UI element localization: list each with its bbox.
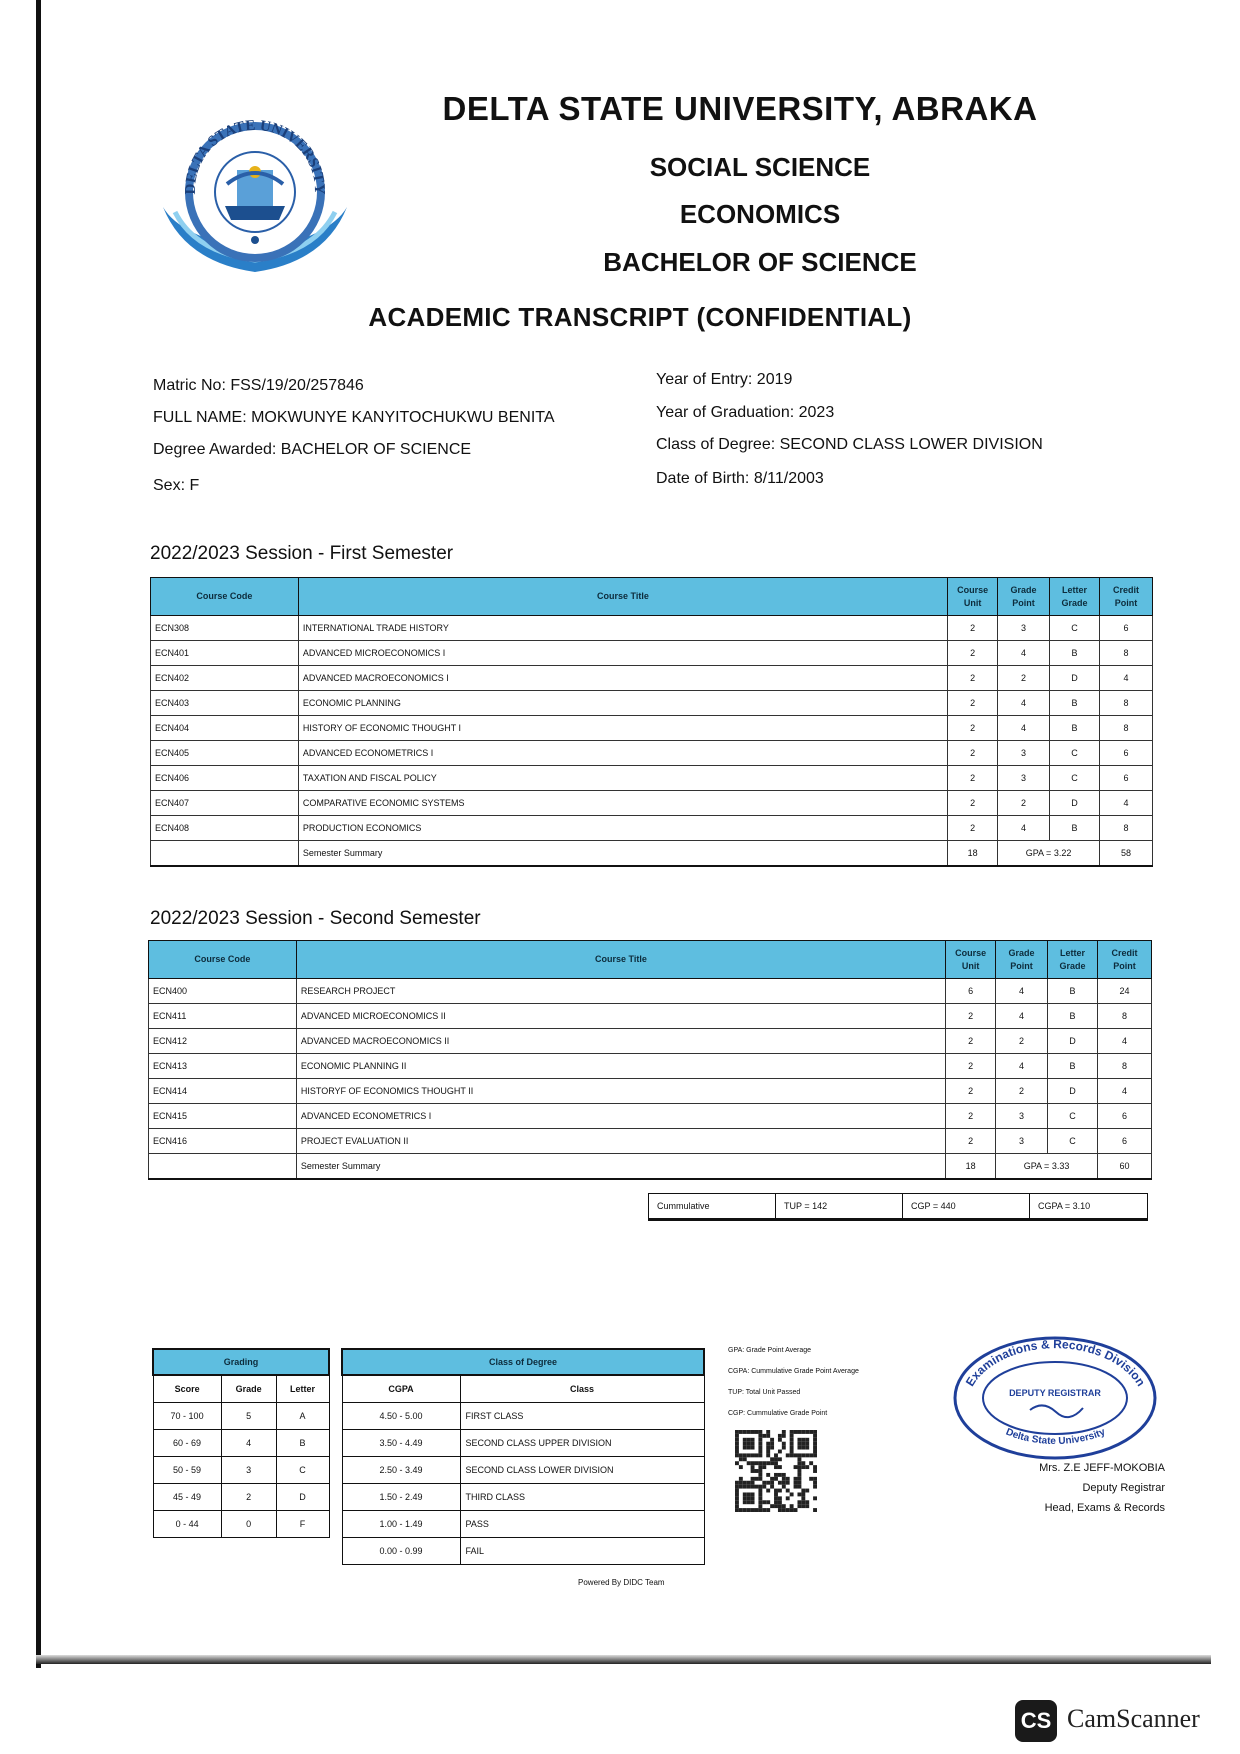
- course-unit: 2: [946, 1004, 996, 1029]
- scan-left-edge: [36, 0, 41, 1668]
- class-degree-cell: FIRST CLASS: [460, 1403, 704, 1430]
- matric-number: Matric No: FSS/19/20/257846: [153, 377, 364, 394]
- letter-grade: D: [1050, 791, 1100, 816]
- col-course-title: Course Title: [298, 578, 947, 616]
- course-title: TAXATION AND FISCAL POLICY: [298, 766, 947, 791]
- grade-point: 2: [996, 1079, 1048, 1104]
- class-degree-cell: 4.50 - 5.00: [342, 1403, 460, 1430]
- legend-item: CGPA: Cummulative Grade Point Average: [728, 1368, 859, 1375]
- letter-grade: D: [1050, 666, 1100, 691]
- credit-point: 6: [1100, 766, 1153, 791]
- letter-grade: B: [1048, 1054, 1098, 1079]
- class-degree-cell: SECOND CLASS UPPER DIVISION: [460, 1430, 704, 1457]
- grading-cell: 45 - 49: [153, 1484, 221, 1511]
- grading-cell: C: [276, 1457, 329, 1484]
- credit-point: 6: [1100, 616, 1153, 641]
- letter-grade: B: [1048, 1004, 1098, 1029]
- summary-gpa: GPA = 3.33: [996, 1154, 1098, 1180]
- credit-point: 8: [1098, 1054, 1152, 1079]
- class-degree-cell: 1.00 - 1.49: [342, 1511, 460, 1538]
- legend-item: TUP: Total Unit Passed: [728, 1389, 801, 1396]
- class-degree-cell: PASS: [460, 1511, 704, 1538]
- class-of-degree: Class of Degree: SECOND CLASS LOWER DIVISION: [656, 436, 1043, 453]
- summary-credit: 58: [1100, 841, 1153, 867]
- course-row: [149, 1054, 1152, 1079]
- grade-point: 4: [998, 691, 1050, 716]
- course-row: [151, 791, 1153, 816]
- class-degree-cell: 3.50 - 4.49: [342, 1430, 460, 1457]
- letter-grade: D: [1048, 1079, 1098, 1104]
- grading-cell: 4: [221, 1430, 276, 1457]
- letter-grade: C: [1050, 766, 1100, 791]
- svg-text:Delta State University: Delta State University: [1004, 1426, 1107, 1448]
- second-semester-table: [148, 940, 1152, 1180]
- legend-item: GPA: Grade Point Average: [728, 1347, 812, 1354]
- course-title: HISTORY OF ECONOMIC THOUGHT I: [298, 716, 947, 741]
- legend-item: CGP: Cummulative Grade Point: [728, 1410, 828, 1417]
- course-code: ECN407: [151, 791, 299, 816]
- credit-point: 6: [1100, 741, 1153, 766]
- letter-grade: B: [1050, 641, 1100, 666]
- class-degree-caption: Class of Degree: [342, 1349, 704, 1375]
- grading-cell: 5: [221, 1403, 276, 1430]
- grading-cell: D: [276, 1484, 329, 1511]
- course-code: ECN414: [149, 1079, 297, 1104]
- class-degree-cell: SECOND CLASS LOWER DIVISION: [460, 1457, 704, 1484]
- grading-row: [153, 1511, 329, 1538]
- course-unit: 2: [948, 791, 998, 816]
- col-credit-point: Credit Point: [1098, 941, 1152, 979]
- course-title: ADVANCED MACROECONOMICS II: [296, 1029, 945, 1054]
- course-row: [149, 1004, 1152, 1029]
- grade-point: 4: [998, 641, 1050, 666]
- course-row: [149, 1079, 1152, 1104]
- course-unit: 2: [946, 1079, 996, 1104]
- signatory-block: [960, 1458, 1165, 1518]
- grade-point: 3: [998, 741, 1050, 766]
- credit-point: 8: [1100, 641, 1153, 666]
- course-title: ADVANCED ECONOMETRICS I: [296, 1104, 945, 1129]
- svg-text:Examinations & Records Divisio: Examinations & Records Division: [962, 1337, 1149, 1389]
- course-title: COMPARATIVE ECONOMIC SYSTEMS: [298, 791, 947, 816]
- col-course-unit: Course Unit: [946, 941, 996, 979]
- summary-unit: 18: [946, 1154, 996, 1180]
- camscanner-watermark: CamScanner: [1067, 1704, 1200, 1733]
- letter-grade: C: [1048, 1104, 1098, 1129]
- course-unit: 2: [946, 1054, 996, 1079]
- course-row: [151, 741, 1153, 766]
- grade-point: 3: [996, 1104, 1048, 1129]
- course-row: [151, 666, 1153, 691]
- class-degree-row: [342, 1511, 704, 1538]
- col-credit-point: Credit Point: [1100, 578, 1153, 616]
- university-name: DELTA STATE UNIVERSITY, ABRAKA: [442, 90, 1038, 127]
- letter-grade: B: [1050, 691, 1100, 716]
- credit-point: 8: [1100, 691, 1153, 716]
- class-degree-row: [342, 1538, 704, 1565]
- grading-header: Grade: [221, 1375, 276, 1403]
- col-course-code: Course Code: [151, 578, 299, 616]
- course-title: ADVANCED MICROECONOMICS II: [296, 1004, 945, 1029]
- credit-point: 4: [1098, 1029, 1152, 1054]
- credit-point: 4: [1100, 666, 1153, 691]
- grading-key-table: [152, 1348, 330, 1538]
- summary-label: Semester Summary: [298, 841, 947, 867]
- letter-grade: C: [1048, 1129, 1098, 1154]
- class-degree-cell: 2.50 - 3.49: [342, 1457, 460, 1484]
- course-code: ECN408: [151, 816, 299, 841]
- course-title: RESEARCH PROJECT: [296, 979, 945, 1004]
- course-code: ECN406: [151, 766, 299, 791]
- course-unit: 2: [948, 816, 998, 841]
- course-code: ECN405: [151, 741, 299, 766]
- course-row: [151, 691, 1153, 716]
- summary-blank: [151, 841, 299, 867]
- cumulative-cgp: CGP = 440: [903, 1194, 1030, 1220]
- course-row: [149, 1129, 1152, 1154]
- camscanner-logo-icon: CS: [1015, 1700, 1057, 1742]
- class-degree-row: [342, 1403, 704, 1430]
- letter-grade: B: [1050, 716, 1100, 741]
- university-seal-icon: [155, 112, 355, 282]
- course-row: [149, 979, 1152, 1004]
- class-degree-cell: 0.00 - 0.99: [342, 1538, 460, 1565]
- course-unit: 2: [946, 1029, 996, 1054]
- summary-gpa: GPA = 3.22: [998, 841, 1100, 867]
- grading-cell: 0 - 44: [153, 1511, 221, 1538]
- course-row: [151, 641, 1153, 666]
- grade-point: 4: [996, 1004, 1048, 1029]
- course-code: ECN411: [149, 1004, 297, 1029]
- course-title: INTERNATIONAL TRADE HISTORY: [298, 616, 947, 641]
- department-name: ECONOMICS: [679, 199, 841, 229]
- grading-row: [153, 1484, 329, 1511]
- signatory-office: Head, Exams & Records: [1044, 1502, 1165, 1514]
- class-degree-header: CGPA: [342, 1375, 460, 1403]
- class-degree-header: Class: [460, 1375, 704, 1403]
- course-code: ECN400: [149, 979, 297, 1004]
- summary-label: Semester Summary: [296, 1154, 945, 1180]
- date-of-birth: Date of Birth: 8/11/2003: [656, 470, 824, 487]
- faculty-name: SOCIAL SCIENCE: [649, 152, 871, 182]
- qr-code-icon: [735, 1430, 817, 1512]
- letter-grade: D: [1048, 1029, 1098, 1054]
- course-title: PROJECT EVALUATION II: [296, 1129, 945, 1154]
- grade-point: 3: [998, 766, 1050, 791]
- grade-point: 4: [998, 816, 1050, 841]
- course-code: ECN413: [149, 1054, 297, 1079]
- grade-point: 2: [998, 666, 1050, 691]
- course-code: ECN416: [149, 1129, 297, 1154]
- grade-point: 3: [996, 1129, 1048, 1154]
- credit-point: 4: [1100, 791, 1153, 816]
- col-grade-point: Grade Point: [996, 941, 1048, 979]
- grade-point: 4: [996, 979, 1048, 1004]
- class-degree-cell: 1.50 - 2.49: [342, 1484, 460, 1511]
- course-code: ECN412: [149, 1029, 297, 1054]
- col-letter-grade: Letter Grade: [1050, 578, 1100, 616]
- semester-label: 2022/2023 Session - First Semester: [150, 543, 454, 564]
- course-row: [149, 1029, 1152, 1054]
- credit-point: 6: [1098, 1104, 1152, 1129]
- letter-grade: B: [1048, 979, 1098, 1004]
- grading-caption: Grading: [153, 1349, 329, 1375]
- sex: Sex: F: [153, 477, 200, 494]
- grade-point: 2: [998, 791, 1050, 816]
- signatory-role: Deputy Registrar: [1082, 1482, 1165, 1494]
- course-title: PRODUCTION ECONOMICS: [298, 816, 947, 841]
- transcript-title: ACADEMIC TRANSCRIPT (CONFIDENTIAL): [368, 302, 912, 332]
- col-grade-point: Grade Point: [998, 578, 1050, 616]
- course-code: ECN403: [151, 691, 299, 716]
- credit-point: 24: [1098, 979, 1152, 1004]
- course-unit: 2: [948, 766, 998, 791]
- course-title: ADVANCED ECONOMETRICS I: [298, 741, 947, 766]
- course-unit: 2: [948, 666, 998, 691]
- grading-cell: 3: [221, 1457, 276, 1484]
- class-degree-row: [342, 1457, 704, 1484]
- course-unit: 2: [946, 1129, 996, 1154]
- degree-name: BACHELOR OF SCIENCE: [603, 247, 917, 277]
- semester-summary-row: [149, 1154, 1152, 1180]
- col-course-code: Course Code: [149, 941, 297, 979]
- course-title: ADVANCED MICROECONOMICS I: [298, 641, 947, 666]
- grading-cell: 0: [221, 1511, 276, 1538]
- grade-point: 2: [996, 1029, 1048, 1054]
- course-code: ECN415: [149, 1104, 297, 1129]
- first-semester-table: [150, 577, 1153, 867]
- cumulative-cgpa: CGPA = 3.10: [1030, 1194, 1148, 1220]
- course-code: ECN404: [151, 716, 299, 741]
- course-unit: 2: [948, 716, 998, 741]
- class-degree-row: [342, 1484, 704, 1511]
- cumulative-tup: TUP = 142: [776, 1194, 903, 1220]
- course-unit: 6: [946, 979, 996, 1004]
- course-row: [151, 766, 1153, 791]
- cumulative-table: [648, 1193, 1148, 1221]
- course-unit: 2: [946, 1104, 996, 1129]
- letter-grade: B: [1050, 816, 1100, 841]
- letter-grade: C: [1050, 741, 1100, 766]
- course-title: ADVANCED MACROECONOMICS I: [298, 666, 947, 691]
- grading-cell: B: [276, 1430, 329, 1457]
- course-unit: 2: [948, 741, 998, 766]
- summary-unit: 18: [948, 841, 998, 867]
- credit-point: 6: [1098, 1129, 1152, 1154]
- credit-point: 8: [1100, 816, 1153, 841]
- letter-grade: C: [1050, 616, 1100, 641]
- class-degree-row: [342, 1430, 704, 1457]
- course-title: HISTORYF OF ECONOMICS THOUGHT II: [296, 1079, 945, 1104]
- course-unit: 2: [948, 616, 998, 641]
- grading-row: [153, 1403, 329, 1430]
- class-of-degree-table: [341, 1348, 705, 1565]
- credit-point: 8: [1100, 716, 1153, 741]
- powered-by: Powered By DIDC Team: [578, 1578, 665, 1587]
- grade-point: 4: [996, 1054, 1048, 1079]
- course-code: ECN402: [151, 666, 299, 691]
- course-title: ECONOMIC PLANNING II: [296, 1054, 945, 1079]
- col-letter-grade: Letter Grade: [1048, 941, 1098, 979]
- credit-point: 8: [1098, 1004, 1152, 1029]
- grading-row: [153, 1457, 329, 1484]
- year-of-entry: Year of Entry: 2019: [656, 371, 793, 388]
- grading-cell: 50 - 59: [153, 1457, 221, 1484]
- full-name: FULL NAME: MOKWUNYE KANYITOCHUKWU BENITA: [153, 409, 555, 426]
- grading-cell: 60 - 69: [153, 1430, 221, 1457]
- course-unit: 2: [948, 641, 998, 666]
- credit-point: 4: [1098, 1079, 1152, 1104]
- course-row: [151, 816, 1153, 841]
- course-row: [151, 616, 1153, 641]
- class-degree-cell: FAIL: [460, 1538, 704, 1565]
- scan-bottom-edge: [36, 1655, 1211, 1664]
- grading-cell: 2: [221, 1484, 276, 1511]
- course-row: [149, 1104, 1152, 1129]
- course-code: ECN308: [151, 616, 299, 641]
- grading-header: Letter: [276, 1375, 329, 1403]
- grading-row: [153, 1430, 329, 1457]
- summary-blank: [149, 1154, 297, 1180]
- course-title: ECONOMIC PLANNING: [298, 691, 947, 716]
- semester-summary-row: [151, 841, 1153, 867]
- grading-cell: 70 - 100: [153, 1403, 221, 1430]
- grading-cell: F: [276, 1511, 329, 1538]
- summary-credit: 60: [1098, 1154, 1152, 1180]
- degree-awarded: Degree Awarded: BACHELOR OF SCIENCE: [153, 441, 472, 458]
- svg-text:DEPUTY REGISTRAR: DEPUTY REGISTRAR: [1009, 1388, 1101, 1398]
- class-degree-cell: THIRD CLASS: [460, 1484, 704, 1511]
- cumulative-label: Cummulative: [649, 1194, 776, 1220]
- course-unit: 2: [948, 691, 998, 716]
- course-code: ECN401: [151, 641, 299, 666]
- semester-label: 2022/2023 Session - Second Semester: [150, 908, 481, 929]
- official-stamp-icon: [948, 1330, 1163, 1460]
- col-course-title: Course Title: [296, 941, 945, 979]
- grading-cell: A: [276, 1403, 329, 1430]
- grade-point: 3: [998, 616, 1050, 641]
- year-of-graduation: Year of Graduation: 2023: [656, 404, 835, 421]
- col-course-unit: Course Unit: [948, 578, 998, 616]
- abbreviation-legend: [728, 1340, 859, 1424]
- grade-point: 4: [998, 716, 1050, 741]
- grading-header: Score: [153, 1375, 221, 1403]
- signatory-name: Mrs. Z.E JEFF-MOKOBIA: [1039, 1462, 1165, 1474]
- svg-text:DELTA STATE UNIVERSITY: DELTA STATE UNIVERSITY: [182, 117, 328, 195]
- course-row: [151, 716, 1153, 741]
